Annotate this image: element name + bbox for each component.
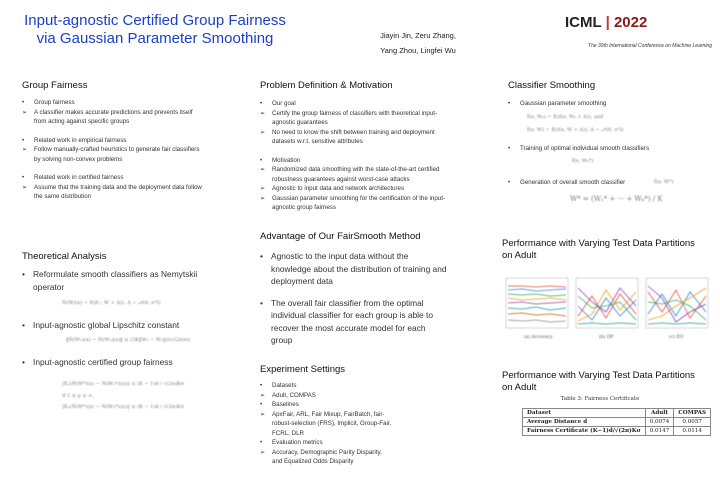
arrow-item: ➢ Agnostic to input data and network architectures xyxy=(260,185,405,192)
bullet: • Datasets xyxy=(260,382,297,389)
fairness-certificate-table xyxy=(522,408,711,436)
venue-name: ICML xyxy=(565,14,602,31)
arrow-item: ➢ Adult, COMPAS xyxy=(260,391,316,399)
bullet: • Related work in empirical fairness xyxy=(22,136,127,144)
arrow-item-cont: by solving non-convex problems xyxy=(34,155,123,163)
arrow-item: ➢ Assume that the training data and the deployment data follow xyxy=(22,183,202,191)
section-title-performance-2: Performance with Varying Test Data Partitions on Adult xyxy=(502,370,695,393)
section-title-performance-1: Performance with Varying Test Data Partitions on Adult xyxy=(502,238,695,261)
arrow-item-cont: agnostic group fairness xyxy=(272,204,336,211)
table-cell: 0.0057 xyxy=(674,418,711,427)
arrow-item-cont: FCRL, DLR xyxy=(272,429,304,437)
smoothing-bullet-3: • Generation of overall smooth classifier xyxy=(508,179,626,186)
bullet: • Motivation xyxy=(260,156,301,164)
formula-smoothing-overall: f̃(x; W) = 𝔼(f(x; W + Δ)), Δ ∼ 𝒩(0, σ²I) xyxy=(527,127,624,133)
theoretical-bullet-1: • Reformulate smooth classifiers as Nemytskii operator xyxy=(22,269,198,292)
arrow-item-cont: the same distribution xyxy=(34,193,92,200)
author-list xyxy=(358,28,478,58)
formula-individual: f̃(x; Wₖ*) xyxy=(572,158,594,164)
formula-certified-1: |𝔼ₓ(Ñ(W*)(x) − Ñ(W₁*)(x))| ≤ (K − 1)d / √(2π)Kσ xyxy=(62,381,185,387)
conference-name: The 39th International Conference on Machine Learning xyxy=(588,43,712,49)
smoothing-bullet-1: • Gaussian parameter smoothing xyxy=(508,100,607,107)
group-fairness-content xyxy=(22,98,247,202)
theoretical-bullet-2: • Input-agnostic global Lipschitz constant xyxy=(22,320,180,330)
panel-label-a: (a) Accuracy xyxy=(524,335,553,340)
section-title-problem: Problem Definition & Motivation xyxy=(260,80,393,91)
table-cell: 0.0074 xyxy=(645,418,674,427)
bullet: • Our goal xyxy=(260,100,296,107)
formula-condition: if 1 ≤ p ≤ ∞, xyxy=(62,393,94,399)
advantage-content: • Agnostic to the input data without the knowledge about the distribution of training and deployment data • The overall fair classifier from the optimal individual classifier for each group is able to recover the most accurate model for each group xyxy=(260,251,447,345)
table-header-cell: Adult xyxy=(645,409,674,418)
arrow-item-cont: and Equalized Odds Disparity xyxy=(272,458,354,465)
experiment-content xyxy=(260,381,490,467)
arrow-item: ➢ ApxFair, ARL, Fair Mixup, FairBatch, fair- xyxy=(260,410,385,418)
bullet: • Group fairness xyxy=(22,99,75,106)
arrow-item: ➢ Accuracy, Demographic Parity Disparity, xyxy=(260,448,382,456)
poster-title-line-2: via Gaussian Parameter Smoothing xyxy=(36,30,274,47)
formula-certified-2: |𝔼ₓ(Ñ(W*)(x) − Ñ(W₂*)(x))| ≤ (K − 1)d / √(2π)Kσ xyxy=(62,404,185,410)
smoothing-bullet-2: • Training of optimal individual smooth classifiers xyxy=(508,145,650,152)
performance-figure xyxy=(504,276,712,342)
arrow-item: ➢ Randomized data smoothing with the state-of-the-art certified xyxy=(260,166,440,173)
theoretical-bullet-3: • Input-agnostic certified group fairness xyxy=(22,357,173,367)
poster-title-line-1: Input-agnostic Certified Group Fairness xyxy=(24,12,286,29)
panel-eo xyxy=(646,278,708,328)
authors-line-1: Jiayin Jin, Zeru Zhang, xyxy=(380,31,456,40)
arrow-item-cont: from acting against specific groups xyxy=(34,118,130,125)
section-title-theoretical-analysis: Theoretical Analysis xyxy=(22,251,107,262)
table-cell: 0.0147 xyxy=(645,427,674,436)
arrow-item: ➢ No need to know the shift between training and deployment xyxy=(260,128,435,136)
arrow-item: ➢ Certify the group fairness of classifiers with theoretical input- xyxy=(260,109,438,117)
problem-content xyxy=(260,99,490,213)
table-cell: Fairness Certificate (K−1)d/√(2π)Kσ xyxy=(523,427,646,436)
venue-separator: | xyxy=(605,14,610,31)
table-header-cell: COMPAS xyxy=(674,409,711,418)
table-header-row xyxy=(523,409,711,418)
arrow-item-cont: robust-selection (FRS), Implicit, Group-Fair, xyxy=(272,420,392,427)
arrow-item-cont: datasets w.r.t. sensitive attributes xyxy=(272,138,363,145)
table-cell: 0.0114 xyxy=(674,427,711,436)
arrow-item: ➢ Gaussian parameter smoothing for the certification of the input- xyxy=(260,194,445,202)
panel-accuracy xyxy=(506,278,568,328)
section-title-group-fairness: Group Fairness xyxy=(22,80,88,91)
venue-logo xyxy=(565,14,647,31)
table-cell: Average Distance d xyxy=(523,418,646,427)
formula-weight-average: W* = (W₁* + ··· + Wₖ*) / K xyxy=(570,195,663,203)
section-title-classifier-smoothing: Classifier Smoothing xyxy=(508,80,596,91)
table-caption: Table 3: Fairness Certificate xyxy=(560,396,640,402)
formula-smoothing-group: f̃(x; Wₖ) = 𝔼(f(x; Wₖ + Δ)), and xyxy=(527,114,604,120)
formula-nemytskii: Ñ(W)(x) = 𝔼(f(·; W + Δ)), Δ ∼ 𝒩(0, σ²I) xyxy=(62,300,161,306)
panel-label-b: (b) DP xyxy=(599,335,614,340)
section-title-experiment: Experiment Settings xyxy=(260,364,346,375)
formula-overall-label: f̃(x; W*) xyxy=(654,179,674,185)
arrow-item-cont: robustness guarantees against worst-case attacks xyxy=(272,175,410,183)
poster-title xyxy=(10,12,300,48)
arrow-item-cont: agnostic guarantees xyxy=(272,119,328,126)
table-row xyxy=(523,418,711,427)
table-row xyxy=(523,427,711,436)
panel-dp xyxy=(576,278,638,328)
arrow-item: ➢ Follow manually-crafted heuristics to generate fair classifiers xyxy=(22,146,200,153)
panel-label-c: (c) EO xyxy=(669,335,684,340)
section-title-advantage: Advantage of Our FairSmooth Method xyxy=(260,231,421,242)
venue-year: 2022 xyxy=(613,14,648,31)
arrow-item: ➢ A classifier makes accurate predictions and prevents itself xyxy=(22,108,193,116)
bullet: • Related work in certified fairness xyxy=(22,174,124,181)
bullet: • Baselines xyxy=(260,401,299,408)
formula-lipschitz: ‖Ñ(W₁)(x) − Ñ(W₂)(x)‖ ≤ (2K‖W₁ − W₂‖)/(√(2π)σ) xyxy=(66,337,191,343)
authors-line-2: Yang Zhou, Lingfei Wu xyxy=(380,46,456,55)
table-header-cell: Dataset xyxy=(523,409,646,418)
bullet: • Evaluation metrics xyxy=(260,439,323,446)
